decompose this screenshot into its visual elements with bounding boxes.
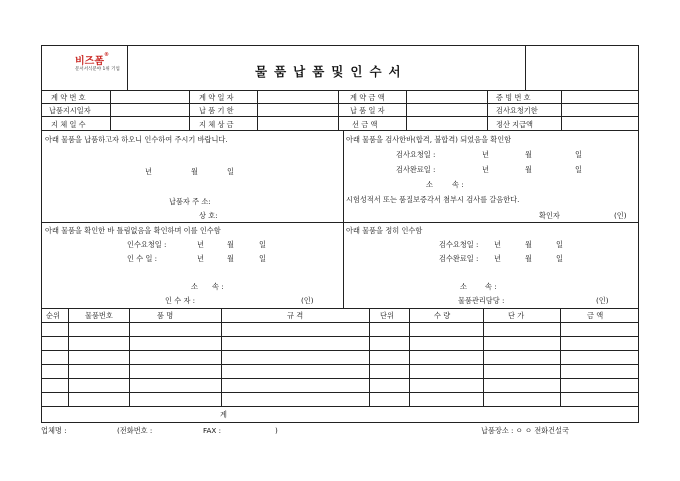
table-row-line [41,406,639,407]
header-bottom-line [41,90,639,91]
info-row-line [41,103,639,104]
receipt-request-date-label: 인수요청일 : [127,240,167,249]
phone-label: (전화번호 : [117,426,153,435]
inspection-done-year: 년 [482,165,489,174]
receipt-person-seal: (인) [301,296,314,305]
info-col-line [189,90,190,130]
col-header-item-no: 물품번호 [85,311,113,320]
info-col-line [406,90,407,130]
label-contract-amount: 계 약 금 액 [350,93,385,102]
goods-manager-seal: (인) [596,296,609,305]
label-contract-no: 계 약 번 호 [51,93,86,102]
acceptance-done-day: 일 [556,254,563,263]
info-col-line [561,90,562,130]
label-advance-payment: 선 금 액 [352,120,378,129]
total-label: 계 [220,410,227,419]
delivery-day: 일 [227,167,234,176]
acceptance-request-day: 일 [556,240,563,249]
delivery-request-text: 아래 물품을 납품하고자 하오니 인수하여 주시기 바랍니다. [45,135,228,144]
label-delay-days: 지 체 일 수 [51,120,86,129]
fax-close: ) [275,426,278,435]
receipt-request-month: 월 [227,240,234,249]
acceptance-done-date-label: 검수완료일 : [439,254,479,263]
receipt-dept-label: 소 [191,282,198,291]
col-header-amount: 금 액 [587,311,604,320]
supplier-address-label: 납품자 주 소: [169,197,211,206]
receipt-year: 년 [197,254,204,263]
acceptance-dept-label-2: 속 : [485,282,497,291]
inspection-done-day: 일 [575,165,582,174]
col-header-item-name: 품 명 [157,311,174,320]
receipt-month: 월 [227,254,234,263]
receipt-dept-label-2: 속 : [212,282,224,291]
col-header-rank: 순위 [46,311,60,320]
inspection-request-date-label: 검사요청일 : [396,150,436,159]
supplier-name-label: 상 호: [199,211,218,220]
inspection-done-month: 월 [525,165,532,174]
info-row-line [41,130,639,131]
delivery-month: 월 [191,167,198,176]
receipt-request-day: 일 [259,240,266,249]
receipt-request-year: 년 [197,240,204,249]
info-row-line [41,116,639,117]
form-title: 물품납품및인수서 [255,64,408,79]
table-top-line [41,308,639,309]
label-delivery-order-date: 납품지시일자 [49,106,91,115]
col-header-spec: 규 격 [287,311,304,320]
test-report-note: 시험성적서 또는 품질보증각서 첨부시 검사를 갈음한다. [346,195,520,204]
table-row-line [41,350,639,351]
acceptance-done-year: 년 [494,254,501,263]
inspection-intro-text: 아래 물품을 검사한바(합격, 불합격) 되었음을 확인함 [346,135,512,144]
receipt-intro-text: 아래 물품을 확인한 바 틀림없음을 확인하며 이를 인수함 [45,226,221,235]
inspection-request-month: 월 [525,150,532,159]
col-header-unit-price: 단 가 [508,311,525,320]
inspection-done-date-label: 검사완료일 : [396,165,436,174]
confirmer-seal: (인) [614,211,627,220]
acceptance-dept-label: 소 [460,282,467,291]
logo-tagline: 문서서식분야 1위 기업 [75,67,120,72]
info-col-line [487,90,488,130]
delivery-place: 납품장소 : ㅇ ㅇ 전화건설국 [481,426,569,435]
goods-manager-label: 물품관리담당 : [458,296,505,305]
label-voucher-no: 증 빙 번 호 [496,93,531,102]
table-row-line [41,336,639,337]
company-name-label: 업체명 : [41,426,67,435]
delivery-year: 년 [145,167,152,176]
delivery-acceptance-form [41,45,639,435]
col-header-unit: 단위 [380,311,394,320]
acceptance-request-month: 월 [525,240,532,249]
col-header-quantity: 수 량 [434,311,451,320]
inspection-dept-label: 소 [426,180,433,189]
logo-name: 비즈폼® [75,52,109,67]
info-col-line [338,90,339,130]
table-row-line [41,322,639,323]
receipt-day: 일 [259,254,266,263]
label-inspection-request-deadline: 검사요청기한 [496,106,538,115]
confirmer-label: 확인자 [539,211,560,220]
label-delay-penalty: 지 체 상 금 [199,120,234,129]
header-divider-right [525,45,526,90]
header-divider-left [127,45,128,90]
acceptance-request-date-label: 검수요청일 : [439,240,479,249]
section-divider [343,222,344,308]
acceptance-intro-text: 아래 물품을 정히 인수함 [346,226,423,235]
fax-label: FAX : [203,426,222,435]
label-settlement-amount: 정산 지급액 [496,120,534,129]
info-col-line [257,90,258,130]
label-delivery-deadline: 납 품 기 한 [199,106,234,115]
table-row-line [41,364,639,365]
label-contract-date: 계 약 일 자 [199,93,234,102]
info-col-line [110,90,111,130]
bizform-logo [75,52,123,80]
table-row-line [41,392,639,393]
table-row-line [41,378,639,379]
inspection-dept-label-2: 속 : [452,180,464,189]
label-delivery-date: 납 품 일 자 [350,106,385,115]
acceptance-done-month: 월 [525,254,532,263]
inspection-request-day: 일 [575,150,582,159]
receipt-person-label: 인 수 자 : [165,296,196,305]
acceptance-request-year: 년 [494,240,501,249]
receipt-date-label: 인 수 일 : [127,254,158,263]
section-line [41,222,639,223]
inspection-request-year: 년 [482,150,489,159]
